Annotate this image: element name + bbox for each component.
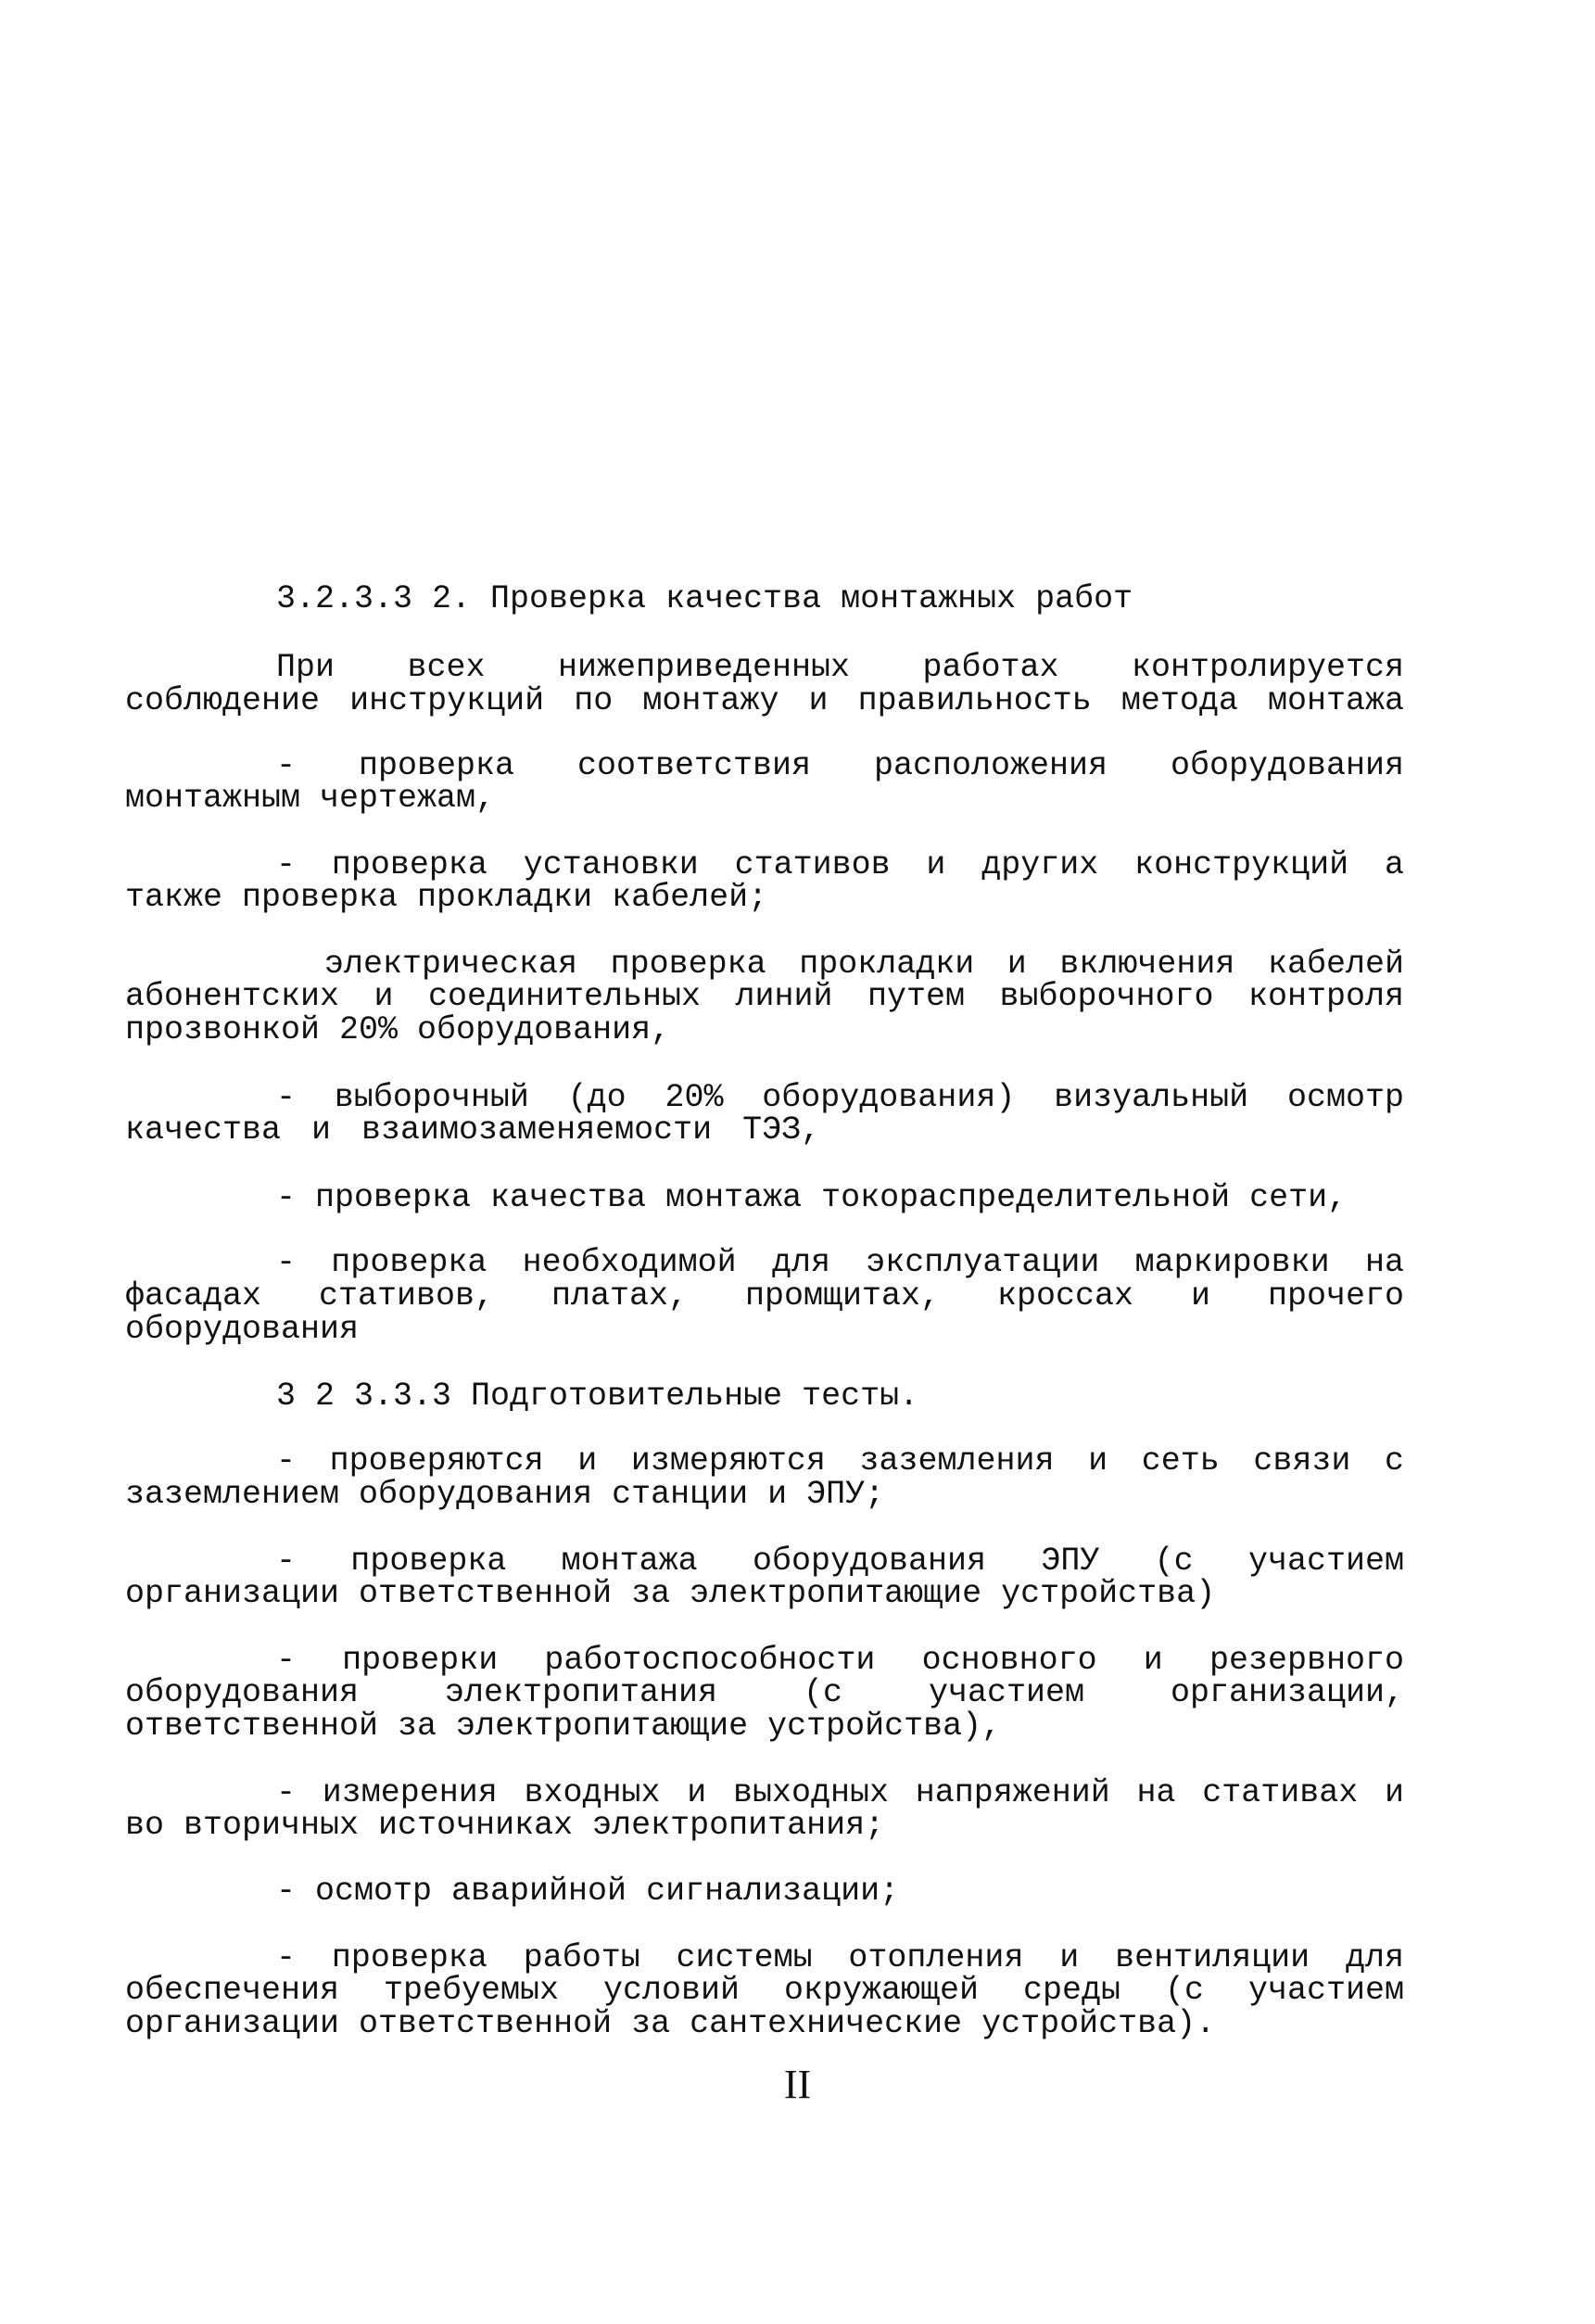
- item-4-line-1: - выборочный (до 20% оборудования) визуальный осмотр: [276, 1079, 1404, 1116]
- item-7-line-2: заземлением оборудования станции и ЭПУ;: [125, 1476, 885, 1513]
- item-7-line-1: - проверяются и измеряются заземления и сеть связи с: [276, 1442, 1404, 1479]
- item-8-line-1: - проверка монтажа оборудования ЭПУ (с участием: [276, 1543, 1404, 1580]
- item-9-line-1: - проверки работоспособности основного и резервного: [276, 1642, 1404, 1679]
- item-3-line-3: прозвонкой 20% оборудования,: [125, 1011, 671, 1048]
- item-12-line-1: - проверка работы системы отопления и вентиляции для: [276, 1939, 1404, 1976]
- item-11-line-1: - осмотр аварийной сигнализации;: [276, 1873, 900, 1910]
- item-9-line-2: оборудования электропитания (с участием организации,: [125, 1674, 1404, 1711]
- item-6-line-2: фасадах стативов, платах, промщитах, кроссах и прочего: [125, 1277, 1404, 1314]
- item-12-line-2: обеспечения требуемых условий окружающей среды (с участием: [125, 1972, 1404, 2009]
- item-12-line-3: организации ответственной за сантехнические устройства).: [125, 2005, 1216, 2042]
- section-heading: 3.2.3.3 2. Проверка качества монтажных работ: [276, 580, 1133, 617]
- item-9-line-3: ответственной за электропитающие устройства),: [125, 1708, 1002, 1745]
- section-heading-2: 3 2 3.3.3 Подготовительные тесты.: [276, 1378, 919, 1415]
- item-6-line-3: оборудования: [125, 1311, 360, 1348]
- intro-line-2: соблюдение инструкций по монтажу и правильность метода монтажа: [125, 682, 1404, 719]
- intro-line-1: При всех нижеприведенных работах контролируется: [276, 649, 1404, 686]
- item-2-line-2: также проверка прокладки кабелей;: [125, 879, 768, 916]
- item-3-line-2: абонентских и соединительных линий путем выборочного контроля: [125, 978, 1404, 1015]
- item-1-line-2: монтажным чертежам,: [125, 780, 496, 817]
- item-8-line-2: организации ответственной за электропитающие устройства): [125, 1575, 1216, 1612]
- page-number: II: [783, 2062, 812, 2107]
- item-1-line-1: - проверка соответствия расположения оборудования: [276, 747, 1404, 784]
- item-5-line-1: - проверка качества монтажа токораспределительной сети,: [276, 1179, 1348, 1216]
- item-4-line-2: качества и взаимозаменяемости ТЭЗ,: [125, 1111, 821, 1149]
- item-10-line-1: - измерения входных и выходных напряжений на стативах и: [276, 1774, 1404, 1811]
- item-3-line-1: электрическая проверка прокладки и включения кабелей: [324, 946, 1404, 983]
- item-2-line-1: - проверка установки стативов и других конструкций а: [276, 846, 1404, 883]
- item-6-line-1: - проверка необходимой для эксплуатации маркировки на: [276, 1244, 1404, 1281]
- item-10-line-2: во вторичных источниках электропитания;: [125, 1807, 885, 1844]
